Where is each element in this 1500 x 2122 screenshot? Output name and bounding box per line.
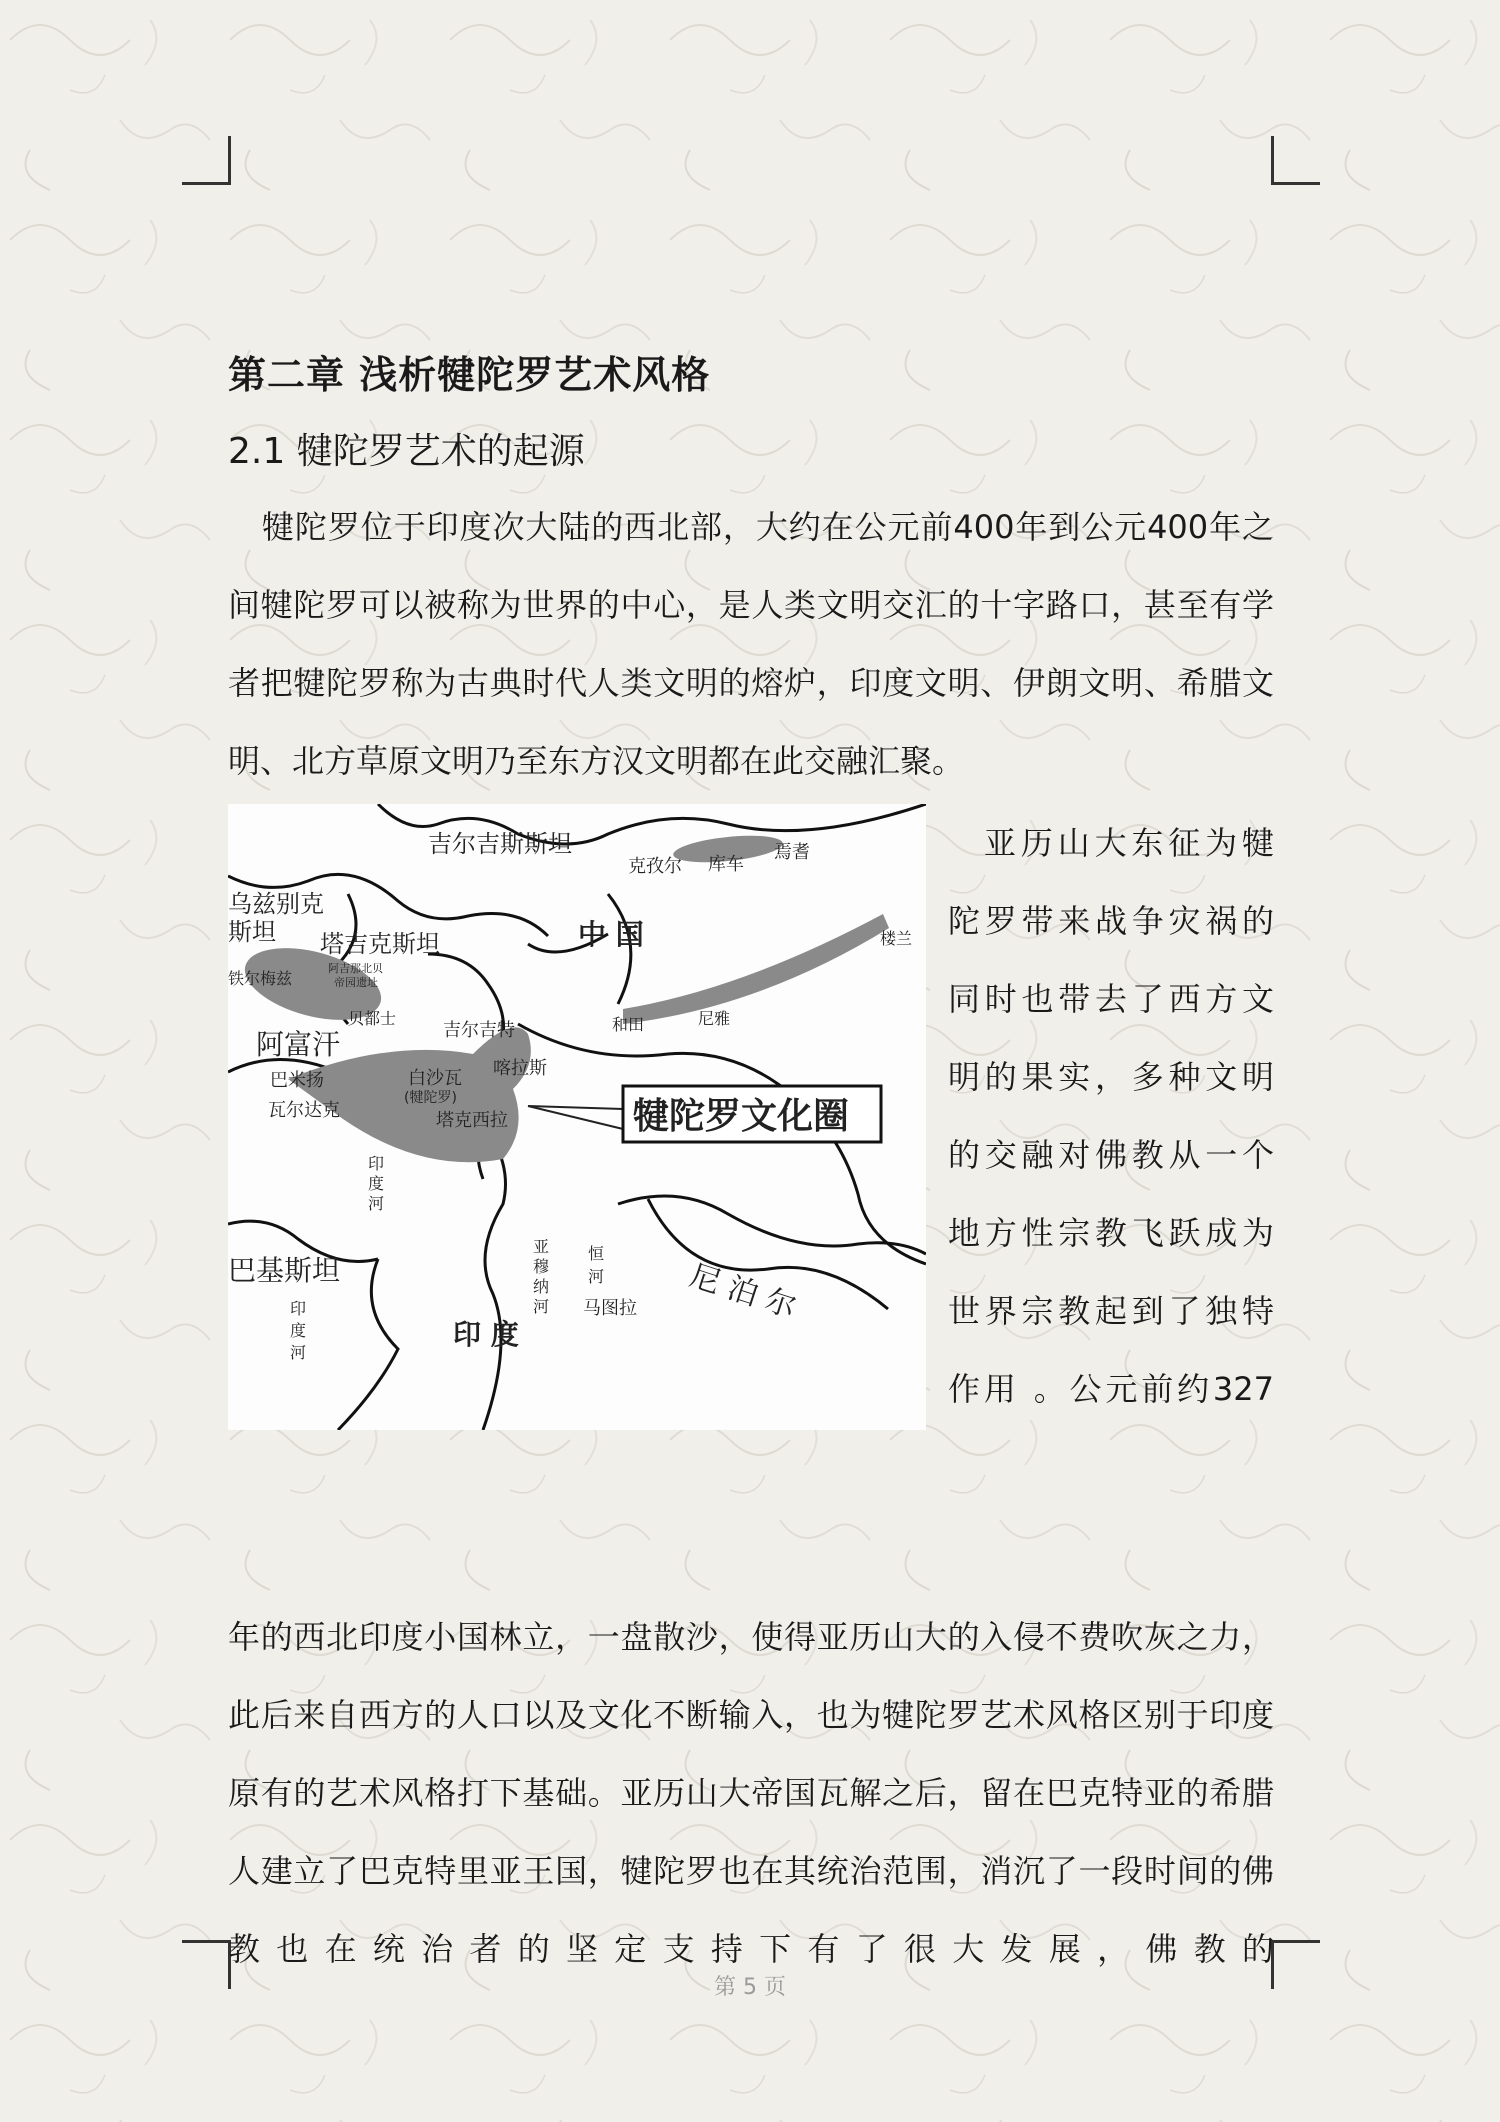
map-label-indus-north: 印度河 (368, 1154, 385, 1213)
map-callout-label: 犍陀罗文化圈 (633, 1096, 850, 1137)
map-label-kizil: 克孜尔 (628, 856, 682, 877)
wrapped-text-line-2: 陀罗带来战争灾祸的 (948, 902, 1274, 940)
chapter-title: 第二章 浅析犍陀罗艺术风格 (228, 353, 711, 397)
map-label-gandhara: (犍陀罗) (404, 1090, 457, 1106)
map-label-kyrgyzstan: 吉尔吉斯斯坦 (428, 830, 572, 858)
wrapped-text-line-7: 世界宗教起到了独特 (948, 1292, 1274, 1330)
map-label-tajikistan: 塔吉克斯坦 (320, 930, 440, 958)
map-label-bamiyan: 巴米扬 (270, 1070, 324, 1091)
wrapped-text-line-3: 同时也带去了西方文 (948, 980, 1274, 1018)
map-label-begram: 贝都士 (348, 1009, 397, 1028)
map-label-wardak: 瓦尔达克 (268, 1100, 340, 1121)
map-label-niya: 尼雅 (698, 1009, 731, 1028)
map-label-yanqi: 焉耆 (774, 842, 810, 863)
figure-with-wrapped-text (228, 804, 1274, 1598)
map-label-afghanistan: 阿富汗 (256, 1028, 341, 1061)
map-label-ai-khanoum: 阿吉那北贝 (328, 962, 383, 975)
map-label-termez: 铁尔梅兹 (228, 969, 293, 988)
map-label-pakistan: 巴基斯坦 (228, 1254, 341, 1287)
page-number: 第 5 页 (714, 1975, 786, 2000)
gandhara-map-figure (228, 804, 926, 1430)
map-label-ganges: 恒河 (588, 1244, 605, 1286)
map-label-uzbekistan: 乌兹别克斯坦 (228, 890, 324, 946)
map-label-khotan: 和田 (612, 1015, 645, 1034)
wrapped-text-line-6: 地方性宗教飞跃成为 (948, 1214, 1274, 1252)
wrapped-text-line-5: 的交融对佛教从一个 (948, 1136, 1274, 1174)
map-label-gilgit: 吉尔吉特 (443, 1020, 515, 1041)
crop-mark-top-left (182, 136, 231, 185)
map-label-indus-south: 印度河 (290, 1299, 307, 1362)
map-label-peshawar: 白沙瓦 (408, 1068, 462, 1089)
map-label-kashmir: 喀拉斯 (493, 1058, 547, 1079)
page-content (228, 346, 1274, 1988)
map-label-kucha: 库车 (708, 854, 744, 875)
map-label-ai-khanoum2: 帝园遗址 (334, 976, 378, 989)
map-label-loulan: 楼兰 (880, 929, 913, 948)
map-label-taxila: 塔克西拉 (436, 1110, 508, 1131)
continuation-paragraph: 年的西北印度小国林立，一盘散沙，使得亚历山大的入侵不费吹灰之力，此后来自西方的人口以及文化不断输入，也为犍陀罗艺术风格区别于印度原有的艺术风格打下基础。亚历山大帝国瓦解之后，留在巴克特亚的希腊人建立了巴克特里亚王国，犍陀罗也在其统治范围，消沉了一段时间的佛教也在统治者的坚定支持下有了很大发展，佛教的 (228, 1618, 1274, 1968)
crop-mark-top-right (1271, 136, 1320, 185)
wrapped-text-line-8: 作用 。公元前约327 (948, 1370, 1274, 1408)
wrapped-text-line-4: 明的果实，多种文明 (948, 1058, 1274, 1096)
wrapped-text-column (948, 804, 1274, 1428)
map-label-yamuna: 亚穆纳河 (533, 1237, 550, 1316)
map-label-china: 中 国 (578, 918, 644, 951)
map-label-india: 印 度 (453, 1318, 519, 1351)
map-label-nepal: 尼 泊 尔 (685, 1258, 801, 1326)
intro-paragraph: 犍陀罗位于印度次大陆的西北部，大约在公元前400年到公元400年之间犍陀罗可以被称为世界的中心，是人类文明交汇的十字路口，甚至有学者把犍陀罗称为古典时代人类文明的熔炉，印度文明、伊朗文明、希腊文明、北方草原文明乃至东方汉文明都在此交融汇聚。 (228, 508, 1274, 780)
map-label-mathura: 马图拉 (583, 1298, 637, 1319)
wrapped-text-line-1: 亚历山大东征为犍 (984, 824, 1274, 862)
section-title: 2.1 犍陀罗艺术的起源 (228, 431, 585, 472)
gandhara-map (228, 804, 926, 1430)
